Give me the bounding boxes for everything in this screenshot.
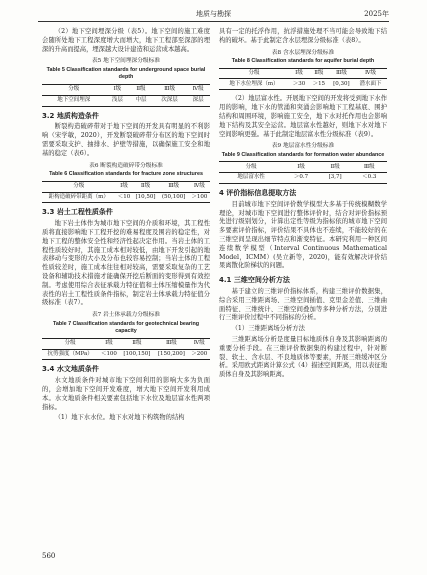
table-9 [219,161,387,184]
table-header: Ⅰ级 [297,163,305,170]
table-cell: 中层 [135,96,147,103]
table-header: 分级 [64,339,76,346]
table-caption-en: Table 9 Classification standards for formation water abundance [221,151,385,158]
table-cell: 地层富水性 [237,174,265,181]
paragraph: 基于建立的三维评价指标体系，构建三维评价数据集，综合采用三维距离场、三维空间插值、克里金差值、三维曲面特征、三维统计、三维空间叠加等多种分析方法，分别进行三维评价过程中不同指标的分析。 [219,288,387,322]
table-header: Ⅲ级 [165,339,177,346]
table-cell: [3,7] [328,174,342,181]
page-number: 560 [42,552,56,560]
journal-year: 2025年 [364,10,389,18]
left-column [42,28,210,425]
table-6 [42,181,210,204]
table-caption: 表5 地下空间埋深分级标准 [92,58,160,65]
table-row [42,192,210,203]
table-header: Ⅳ级 [193,339,205,346]
table-7 [42,338,210,361]
table-cell: ＞0.7 [293,174,309,181]
table-header: Ⅱ级 [140,182,151,189]
table-cell: 潜水面下 [359,80,382,87]
section-heading: 3.3 岩土工程性质条件 [42,208,113,217]
table-cell: [100,150] [123,350,151,357]
table-row [219,79,387,90]
table-cell: [10,50] [135,193,156,200]
table-caption: 表9 地层富水性分级标准 [271,143,335,150]
table-row [219,173,387,184]
table-header: Ⅰ级 [295,69,303,76]
table-header: 分级 [73,182,85,189]
table-cell: ＜0.3 [362,174,377,181]
subsection-heading: 4.1 三维空间分析方法 [219,276,290,285]
paragraph: 地下岩土体作为城市地下空间的介质和环境，其工程性质将直接影响地下工程开挖的难易程度及围岩的稳定性，对地下工程的整体安全性和经济性起决定作用。当岩土体的工程性质较好时，其施工成本相对较低，由地下开发引起的地表移动与变形的大小及分布也较容易控制；当岩土体的工程性质较差时，施工成本往往相对较高，需要采取复杂的工艺设备和辅助技术措施才能确保开挖后断面的变形得到有效控制。考虑使用综合表征承载力特征值和土体压缩模量作为代表性的岩土工程性质条件指标，制定岩土体承载力特征值分级标准（表7）。 [42,220,210,307]
table-header: Ⅳ级 [192,86,204,93]
table-header: Ⅱ级 [314,69,324,76]
paragraph: 水文地质条件对城市地下空间利用的影响大多为负面的，会增加地下空间开发难度，增大地下空间开发利用成本。水文地质条件相关要素包括地下水位及地层富水性两项指标。 [42,377,210,411]
table-cell: 抗剪强度（MPa） [47,350,93,357]
table-cell: ＜10 [117,193,131,200]
table-cell: 次深层 [161,96,178,103]
paragraph: （2）地下空间埋深分级（表5）。地下空间的施工难度会随所处地下工程深度增大而增大，地下工程部至深部的埋深的升高而提高，埋深越大设计建造和运营成本越高。 [42,28,210,53]
table-cell: 地下空间埋深 [57,96,91,103]
table-cell: 浅层 [111,96,123,103]
table-caption: 表7 岩土体承载力分级标准 [92,312,160,319]
table-header: 分级 [248,69,260,76]
paragraph: 断裂构造破碎带对于地下空间的开发具有明显的不利影响（宋学敏，2020），开发断裂破碎带分布区的地下空间时需要采取支护、抽排水、护壁等措施，以确保施工安全和地基的稳定（表6）。 [42,123,210,157]
table-5 [42,84,210,107]
table-caption-en: Table 6 Classification standards for fracture zone structures [49,171,203,178]
table-header: Ⅲ级 [164,86,175,93]
header-rule [38,21,389,22]
table-cell: 距构造破碎带距离（m） [48,193,109,200]
paragraph: （1）地下水水位。地下水对地下构筑物的结构 [54,414,185,422]
paragraph: （2）地层富水性。开展地下空间的开发将受到地下水作用的影响，地下水的管涌和突涌会影响地下工程基底、围护结构和周围环境，影响施工安全，地下水对托作用也会影响地下结构及其安全运营。地层富水性越好，则地下水对地下空间影响更强。基于此制定地层富水性分级标准（表9）。 [219,95,387,138]
table-cell: 深层 [192,96,204,103]
table-cell: 地下水位埋深（m） [229,80,279,87]
paragraph: 具有一定的托浮作用，抗浮措施处理不当可能会导致地下结构的破坏。基于此制定含水层埋深分级标准（表8）。 [219,28,387,44]
table-header: 分级 [245,163,257,170]
right-column [219,28,387,382]
section-heading: 4 评价指标信息提取方法 [219,189,297,198]
table-cell: [150,200] [157,350,185,357]
table-cell: [0,30] [333,80,350,87]
table-cell: ＞200 [191,350,208,357]
table-header: Ⅰ级 [120,182,128,189]
table-header: Ⅱ级 [330,163,340,170]
table-row [42,95,210,106]
table-cell: ＜100 [100,350,117,357]
section-heading: 3.2 地质构造条件 [42,111,99,120]
table-header: Ⅳ级 [193,182,205,189]
section-heading: 3.4 水文地质条件 [42,365,99,374]
table-cell: (50,100] [161,193,186,200]
table-header: Ⅰ级 [113,86,122,93]
table-caption-en: Table 5 Classification standards for underground space burial depth [46,66,206,81]
table-caption: 表6 断裂构造破碎带分级标准 [89,162,163,169]
paragraph: 目前城市地下空间评价数学模型大多基于传统模糊数学理论，对城市地下空间进行整体评价时，结合对评价指标预先进行级别划分，计算出定性等级为指标依的城市地下空间多要素评价指标，评价结果不具体也不连续，不能较好的在三维空间呈现出细节特点和渐变特征。本研究利用一种区间连续数学模型（Interval Continuous Mathematical Model，ICMM）(吴立新等，2020)，能有效解决评价结果离散化阶梯状的问题。 [219,200,387,270]
page-header [38,9,389,21]
table-caption-en: Table 7 Classification standards for geotechnical bearing capacity [52,320,200,335]
paragraph: 三维距离场分析是度量目标地质体自身及其影响距离的重要分析手段。在三维评价数据集的构建过程中，针对断裂、软土、含水层、不良地质体等要素，开展三维缓冲区分析。采用欧式距离计算公式（4）描述空间距离，用以表征地质体自身及其影响距离。 [219,336,387,379]
table-row [42,349,210,360]
table-header: 分级 [68,86,80,93]
table-header: Ⅲ级 [363,163,375,170]
table-header: Ⅳ级 [365,69,377,76]
table-cell: ＞15 [312,80,326,87]
table-caption-en: Table 8 Classification standards for aquifer burial depth [231,58,375,65]
table-caption: 表8 含水层埋深分级标准 [271,49,335,56]
table-header: Ⅰ级 [105,339,113,346]
journal-name: 地质与勘探 [196,10,231,18]
table-header: Ⅱ级 [136,86,146,93]
table-cell: ＞30 [292,80,306,87]
paragraph-heading: （1）三维距离场分析方法 [231,325,305,333]
table-header: Ⅲ级 [168,182,180,189]
table-header: Ⅲ级 [336,69,347,76]
table-8 [219,68,387,91]
table-header: Ⅱ级 [132,339,142,346]
table-cell: ＞100 [191,193,208,200]
